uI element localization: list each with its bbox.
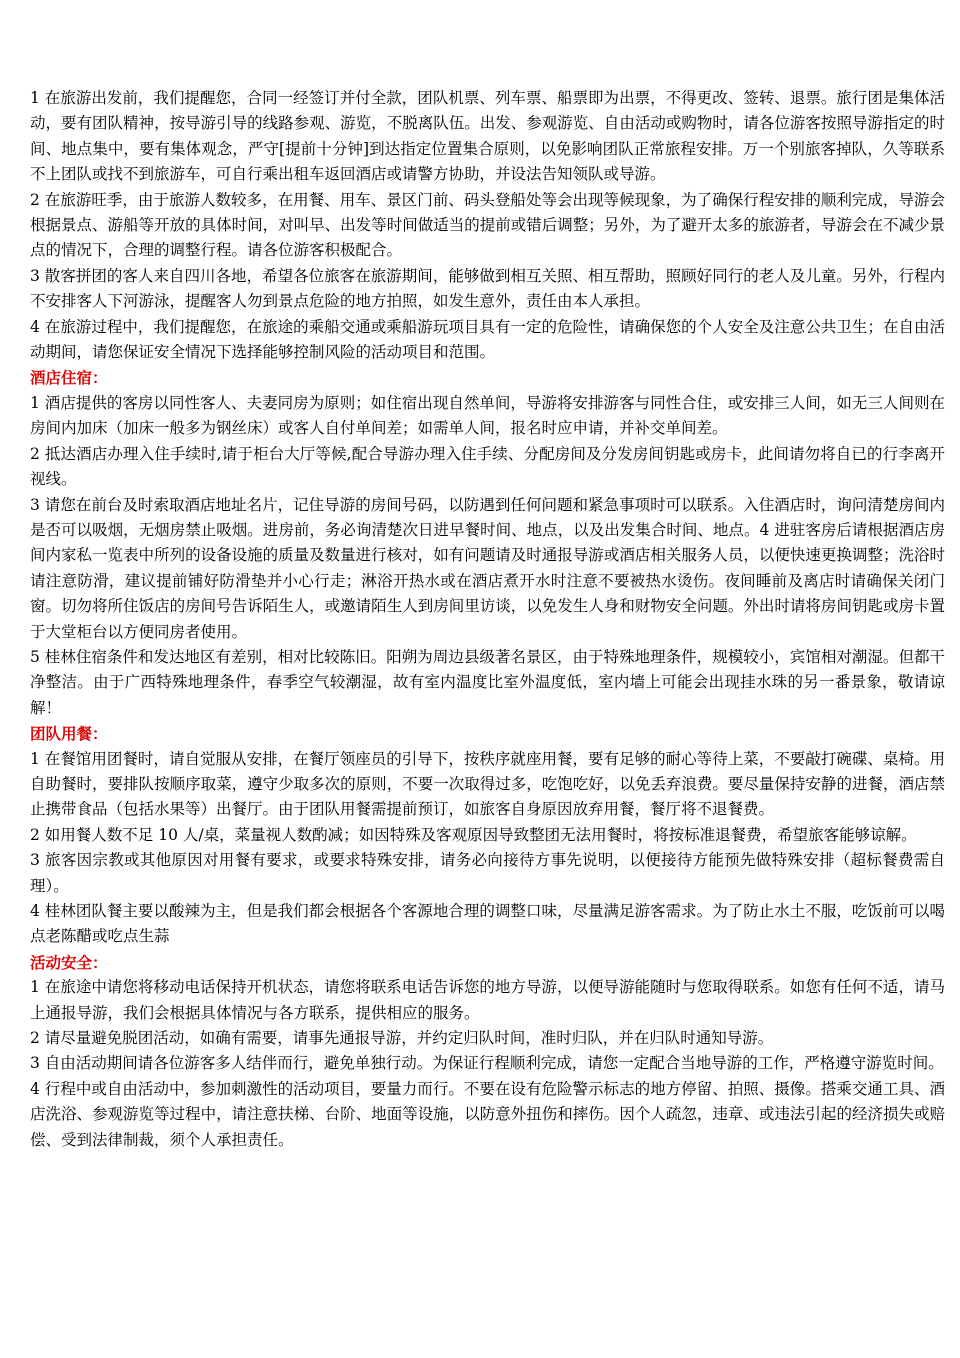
intro-item-2: 2 在旅游旺季，由于旅游人数较多，在用餐、用车、景区门前、码头登船处等会出现等候现象，为了确保行程安排的顺利完成，导游会根据景点、游船等开放的具体时间，对叫早、出发等时间做适当的提前或错后调整；另外，为了避开太多的旅游者，导游会在不减少景点的情况下，合理的调整行程。请各位游客积极配合。 [30, 190, 945, 260]
safety-heading: 活动安全： [30, 952, 108, 972]
safety-item-4: 4 行程中或自由活动中，参加刺激性的活动项目，要量力而行。不要在设有危险警示标志的地方停留、拍照、摄像。搭乘交通工具、酒店洗浴、参观游览等过程中，请注意扶梯、台阶、地面等设施，以防意外扭伤和摔伤。因个人疏忽，违章、或违法引起的经济损失或赔偿、受到法律制裁，须个人承担责任。 [30, 1079, 945, 1149]
dining-item-3: 3 旅客因宗教或其他原因对用餐有要求，或要求特殊安排，请务必向接待方事先说明，以便接待方能预先做特殊安排（超标餐费需自理）。 [30, 851, 945, 895]
hotel-section [30, 365, 945, 721]
intro-item-4: 4 在旅游过程中，我们提醒您，在旅途的乘船交通或乘船游玩项目具有一定的危险性，请确保您的个人安全及注意公共卫生；在自由活动期间，请您保证安全情况下选择能够控制风险的活动项目和范围。 [30, 317, 945, 362]
hotel-item-2: 2 抵达酒店办理入住手续时,请于柜台大厅等候,配合导游办理入住手续、分配房间及分发房间钥匙或房卡，此间请勿将自已的行李离开视线。 [30, 444, 945, 489]
safety-item-2: 2 请尽量避免脱团活动，如确有需要，请事先通报导游，并约定归队时间，准时归队，并在归队时通知导游。 [30, 1029, 774, 1048]
intro-section [30, 86, 945, 365]
hotel-item-5: 5 桂林住宿条件和发达地区有差别，相对比较陈旧。阳朔为周边县级著名景区，由于特殊地理条件，规模较小，宾馆相对潮湿。但都干净整洁。由于广西特殊地理条件，春季空气较潮湿，故有室内温度比室外温度低，室内墙上可能会出现挂水珠的另一番景象，敬请谅解！ [30, 647, 945, 717]
dining-section [30, 721, 945, 950]
safety-item-3: 3 自由活动期间请各位游客多人结伴而行，避免单独行动。为保证行程顺利完成，请您一定配合当地导游的工作，严格遵守游览时间。 [30, 1054, 944, 1073]
document-page [30, 86, 945, 1153]
dining-item-1: 1 在餐馆用团餐时，请自觉服从安排，在餐厅领座员的引导下，按秩序就座用餐，要有足够的耐心等待上菜，不要敲打碗碟、桌椅。用自助餐时，要排队按顺序取菜，遵守少取多次的原则，不要一次取得过多，吃饱吃好，以免丢弃浪费。要尽量保持安静的进餐，酒店禁止携带食品（包括水果等）出餐厅。由于团队用餐需提前预订，如旅客自身原因放弃用餐，餐厅将不退餐费。 [30, 749, 945, 819]
dining-item-4: 4 桂林团队餐主要以酸辣为主，但是我们都会根据各个客源地合理的调整口味，尽量满足游客需求。为了防止水土不服，吃饭前可以喝点老陈醋或吃点生蒜 [30, 902, 945, 946]
dining-item-2: 2 如用餐人数不足 10 人/桌，菜量视人数酌减；如因特殊及客观原因导致整团无法用餐时，将按标准退餐费，希望旅客能够谅解。 [30, 825, 917, 844]
hotel-item-1: 1 酒店提供的客房以同性客人、夫妻同房为原则；如住宿出现自然单间，导游将安排游客与同性合住，或安排三人间，如无三人间则在房间内加床（加床一般多为钢丝床）或客人自付单间差；如需单人间，报名时应申请，并补交单间差。 [30, 393, 945, 438]
safety-item-1: 1 在旅途中请您将移动电话保持开机状态，请您将联系电话告诉您的地方导游，以便导游能随时与您取得联系。如您有任何不适，请马上通报导游，我们会根据具体情况与各方联系，提供相应的服务。 [30, 978, 945, 1022]
intro-item-1: 1 在旅游出发前，我们提醒您，合同一经签订并付全款，团队机票、列车票、船票即为出票，不得更改、签转、退票。旅行团是集体活动，要有团队精神，按导游引导的线路参观、游览，不脱离队伍。出发、参观游览、自由活动或购物时，请各位游客按照导游指定的时间、地点集中，要有集体观念，严守[提前十分钟]到达指定位置集合原则，以免影响团队正常旅程安排。万一个别旅客掉队，久等联系不上团队或找不到旅游车，可自行乘出租车返回酒店或请警方协助，并设法告知领队或导游。 [30, 89, 945, 184]
hotel-item-3: 3 请您在前台及时索取酒店地址名片，记住导游的房间号码，以防遇到任何问题和紧急事项时可以联系。入住酒店时，询问清楚房间内是否可以吸烟，无烟房禁止吸烟。进房前，务必询清楚次日进早餐时间、地点，以及出发集合时间、地点。4 进驻客房后请根据酒店房间内家私一览表中所列的设备设施的质量及数量进行核对，如有问题请及时通报导游或酒店相关服务人员，以便快速更换调整；洗浴时请注意防滑，建议提前铺好防滑垫并小心行走；淋浴开热水或在酒店煮开水时注意不要被热水烫伤。夜间睡前及离店时请确保关闭门窗。切勿将所住饭店的房间号告诉陌生人，或邀请陌生人到房间里访谈，以免发生人身和财物安全问题。外出时请将房间钥匙或房卡置于大堂柜台以方便同房者使用。 [30, 495, 945, 641]
dining-heading: 团队用餐： [30, 724, 108, 744]
intro-item-3: 3 散客拼团的客人来自四川各地，希望各位旅客在旅游期间，能够做到相互关照、相互帮助，照顾好同行的老人及儿童。另外，行程内不安排客人下河游泳，提醒客人勿到景点危险的地方拍照，如发生意外，责任由本人承担。 [30, 266, 945, 311]
safety-section [30, 950, 945, 1153]
hotel-heading: 酒店住宿： [30, 368, 108, 388]
